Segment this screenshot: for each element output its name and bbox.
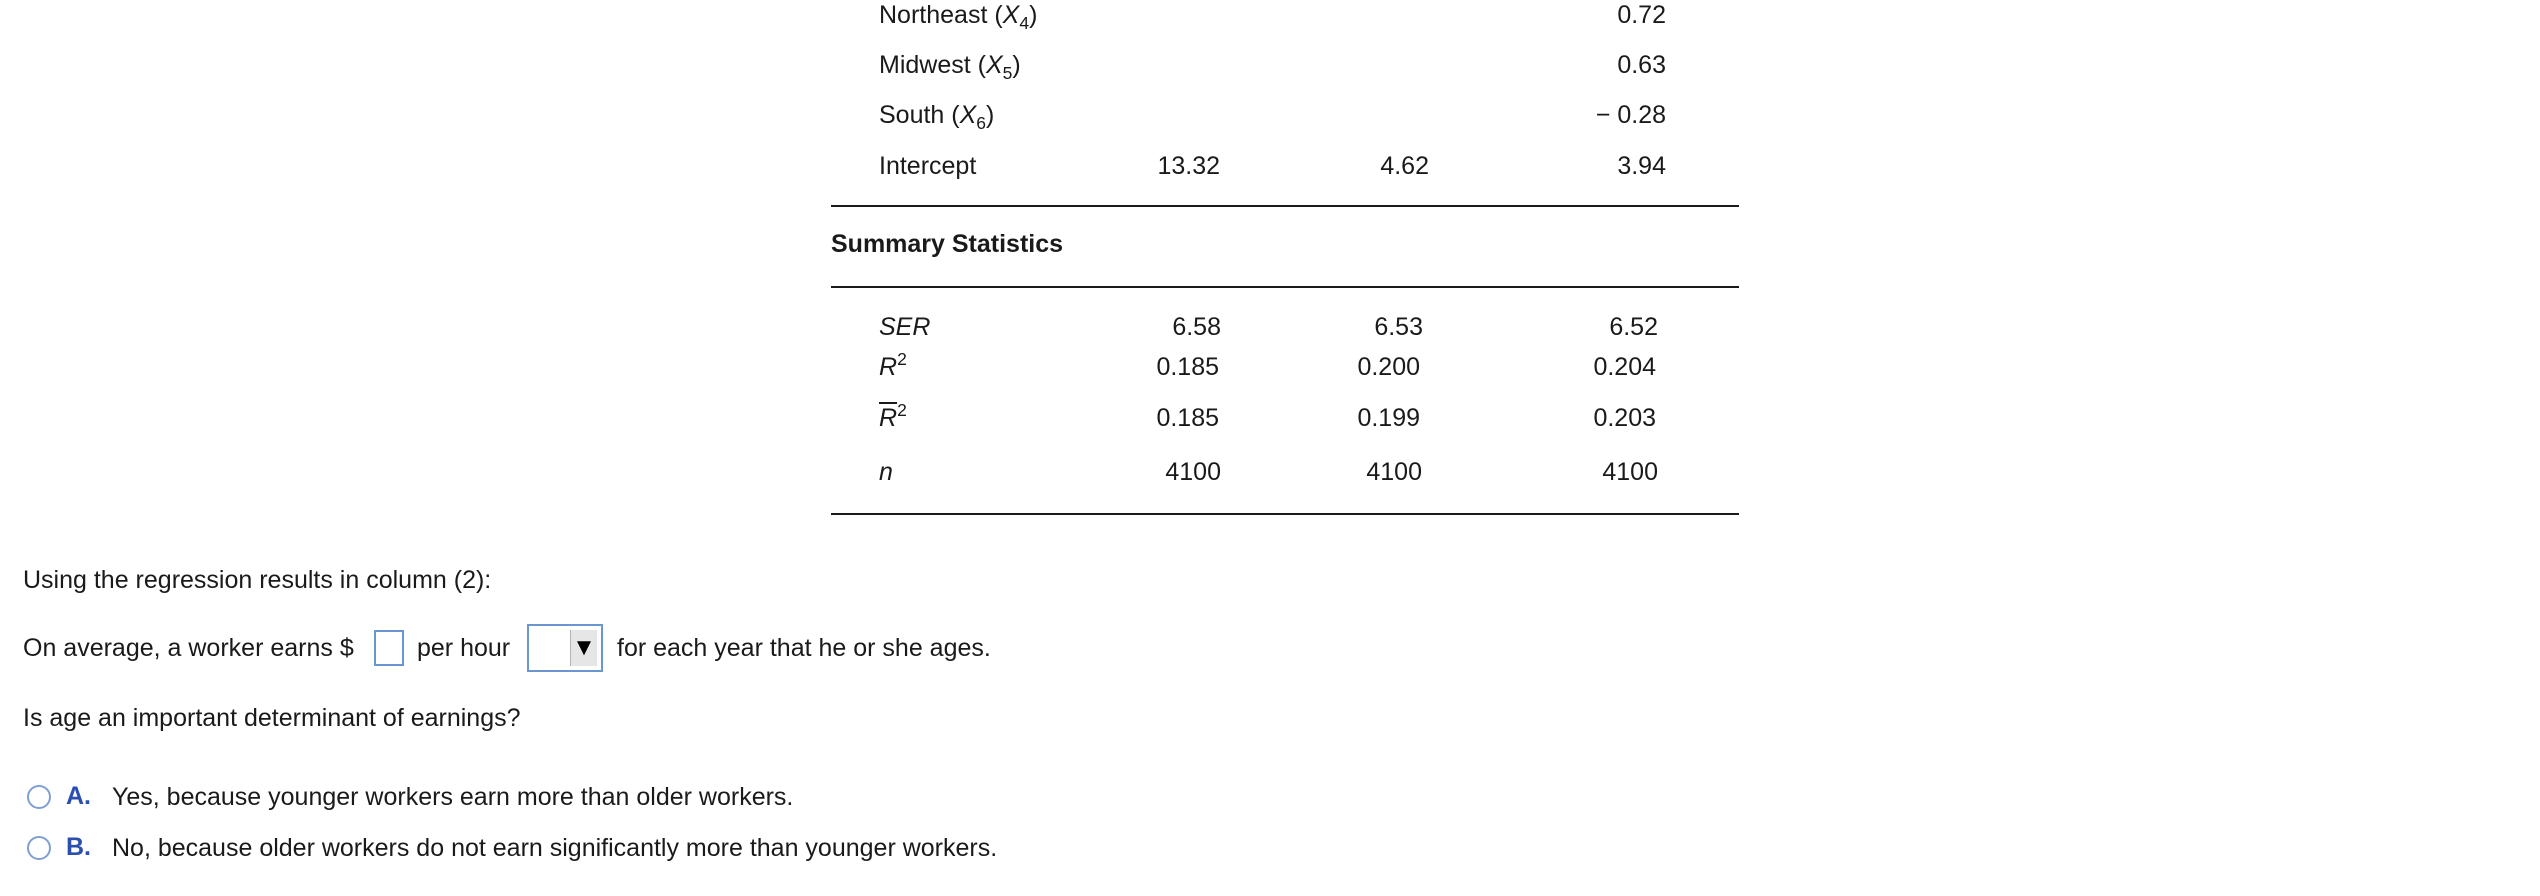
option-b-text[interactable]: No, because older workers do not earn significantly more than younger workers. [112,834,998,862]
south-col3: − 0.28 [1595,101,1666,129]
intercept-col1: 13.32 [1157,152,1220,180]
sentence-middle: per hour [417,634,511,662]
row-label-northeast: Northeast $(X_4)$ [879,1,1038,34]
intercept-col2: 4.62 [1380,152,1429,180]
n-col2: 4100 [1366,458,1422,486]
ser-col2: 6.53 [1374,313,1423,341]
row-label-r-squared: $R^2$ [879,349,907,381]
ser-col3: 6.52 [1609,313,1658,341]
row-label-midwest: Midwest $(X_5)$ [879,51,1021,84]
row-label-intercept: Intercept [879,152,977,180]
option-a-text[interactable]: Yes, because younger workers earn more than older workers. [112,783,794,811]
option-a-letter: A. [66,782,91,810]
northeast-col3: 0.72 [1617,1,1666,29]
direction-dropdown[interactable] [527,624,603,672]
row-label-adjusted-r-squared: $\overline{R}^2$ [879,400,907,432]
r2adj-col2: 0.199 [1357,404,1420,432]
n-col1: 4100 [1165,458,1221,486]
row-label-ser: SER [879,313,931,341]
r2-col3: 0.204 [1593,353,1656,381]
r2adj-col3: 0.203 [1593,404,1656,432]
table-divider [831,513,1739,515]
instructions-text: Using the regression results in column (2): [23,566,492,594]
intercept-col3: 3.94 [1617,152,1666,180]
sentence-prefix: On average, a worker earns $ [23,634,354,662]
option-b-letter: B. [66,833,91,861]
ser-col1: 6.58 [1172,313,1221,341]
summary-statistics-heading: Summary Statistics [831,230,1064,258]
midwest-col3: 0.63 [1617,51,1666,79]
row-label-n: n [879,458,893,486]
r2-col2: 0.200 [1357,353,1420,381]
sentence-suffix: for each year that he or she ages. [617,634,991,662]
table-divider [831,286,1739,288]
chevron-down-icon[interactable]: ▼ [570,630,597,666]
option-b-radio[interactable] [27,836,51,860]
r2adj-col1: 0.185 [1156,404,1219,432]
question-text: Is age an important determinant of earnings? [23,704,521,732]
earnings-answer-input[interactable] [374,630,404,666]
table-divider [831,205,1739,207]
r2-col1: 0.185 [1156,353,1219,381]
option-a-radio[interactable] [27,785,51,809]
row-label-south: South $(X_6)$ [879,101,995,134]
n-col3: 4100 [1602,458,1658,486]
